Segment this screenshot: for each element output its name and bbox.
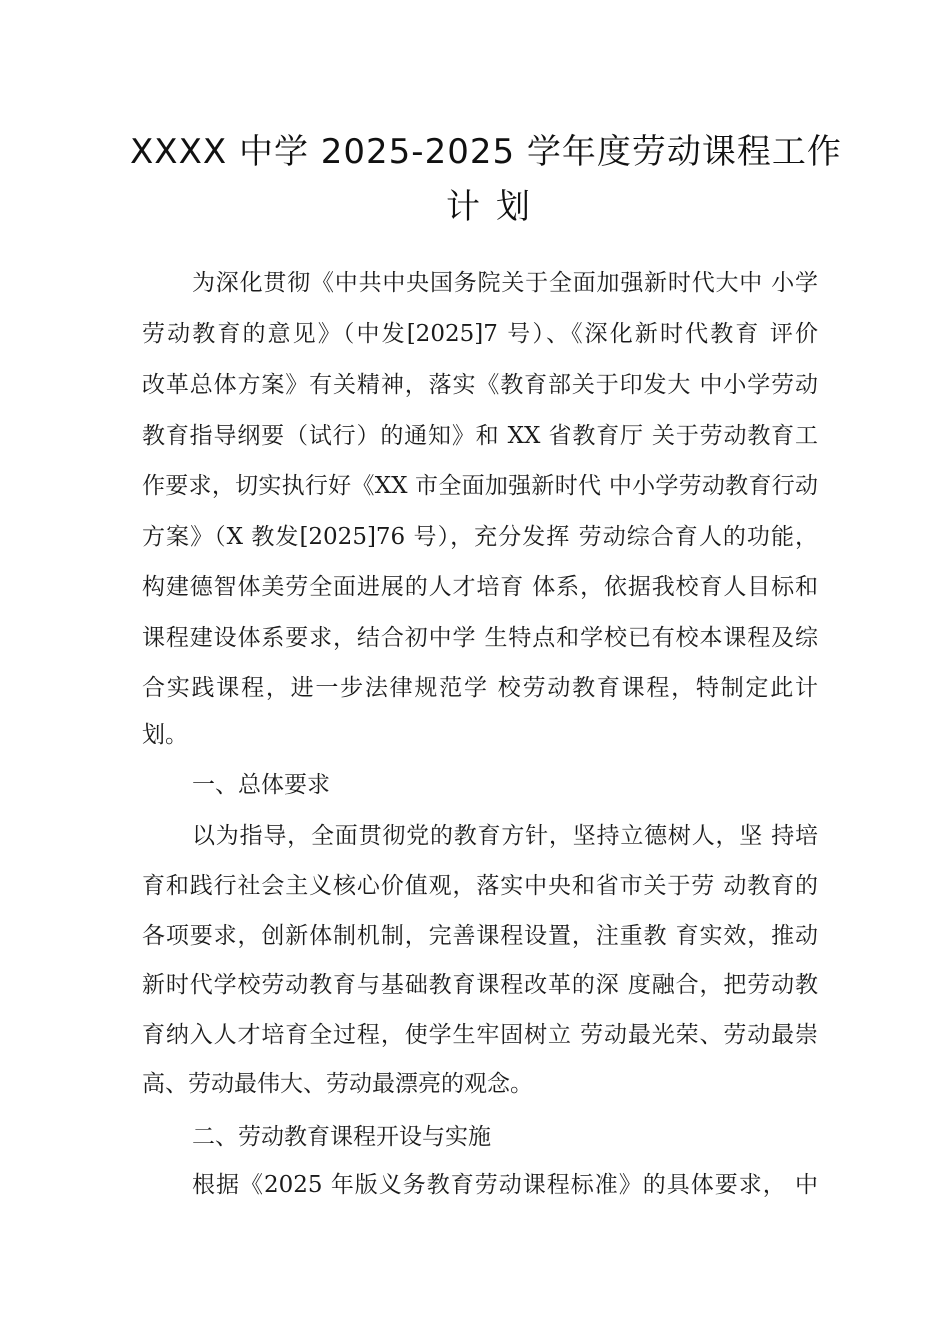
intro-line: 教育指导纲要（试行）的通知》和 XX 省教育厅 关于劳动教育工 xyxy=(142,423,818,449)
document-title-line-2: 计划 xyxy=(446,187,546,227)
intro-line: 课程建设体系要求，结合初中学 生特点和学校已有校本课程及综 xyxy=(142,625,818,651)
section2-line: 根据《2025 年版义务教育劳动课程标准》的具体要求， 中 xyxy=(192,1172,818,1198)
section-heading-course-implementation: 二、劳动教育课程开设与实施 xyxy=(192,1124,491,1150)
intro-line: 合实践课程，进一步法律规范学 校劳动教育课程，特制定此计 xyxy=(142,675,818,701)
section-heading-general-requirements: 一、总体要求 xyxy=(192,772,330,798)
section1-line: 各项要求，创新体制机制，完善课程设置，注重教 育实效，推动 xyxy=(142,923,818,949)
intro-line: 构建德智体美劳全面进展的人才培育 体系，依据我校育人目标和 xyxy=(142,574,818,600)
section1-line: 高、劳动最伟大、劳动最漂亮的观念。 xyxy=(142,1071,533,1097)
intro-line: 劳动教育的意见》（中发[2025]7 号）、《深化新时代教育 评价 xyxy=(142,321,818,347)
intro-line: 方案》（X 教发[2025]76 号），充分发挥 劳动综合育人的功能， xyxy=(142,524,818,550)
document-title-line-1: XXXX 中学 2025-2025 学年度劳动课程工作 xyxy=(130,132,842,172)
intro-line: 划。 xyxy=(142,722,188,748)
intro-line: 改革总体方案》有关精神，落实《教育部关于印发大 中小学劳动 xyxy=(142,372,818,398)
section1-line: 以为指导，全面贯彻党的教育方针，坚持立德树人，坚 持培 xyxy=(192,823,818,849)
section1-line: 新时代学校劳动教育与基础教育课程改革的深 度融合，把劳动教 xyxy=(142,972,818,998)
section1-line: 育纳入人才培育全过程，使学生牢固树立 劳动最光荣、劳动最崇 xyxy=(142,1022,818,1048)
section1-line: 育和践行社会主义核心价值观，落实中央和省市关于劳 动教育的 xyxy=(142,873,818,899)
intro-line: 作要求，切实执行好《XX 市全面加强新时代 中小学劳动教育行动 xyxy=(142,473,818,499)
intro-line: 为深化贯彻《中共中央国务院关于全面加强新时代大中 小学 xyxy=(192,270,818,296)
